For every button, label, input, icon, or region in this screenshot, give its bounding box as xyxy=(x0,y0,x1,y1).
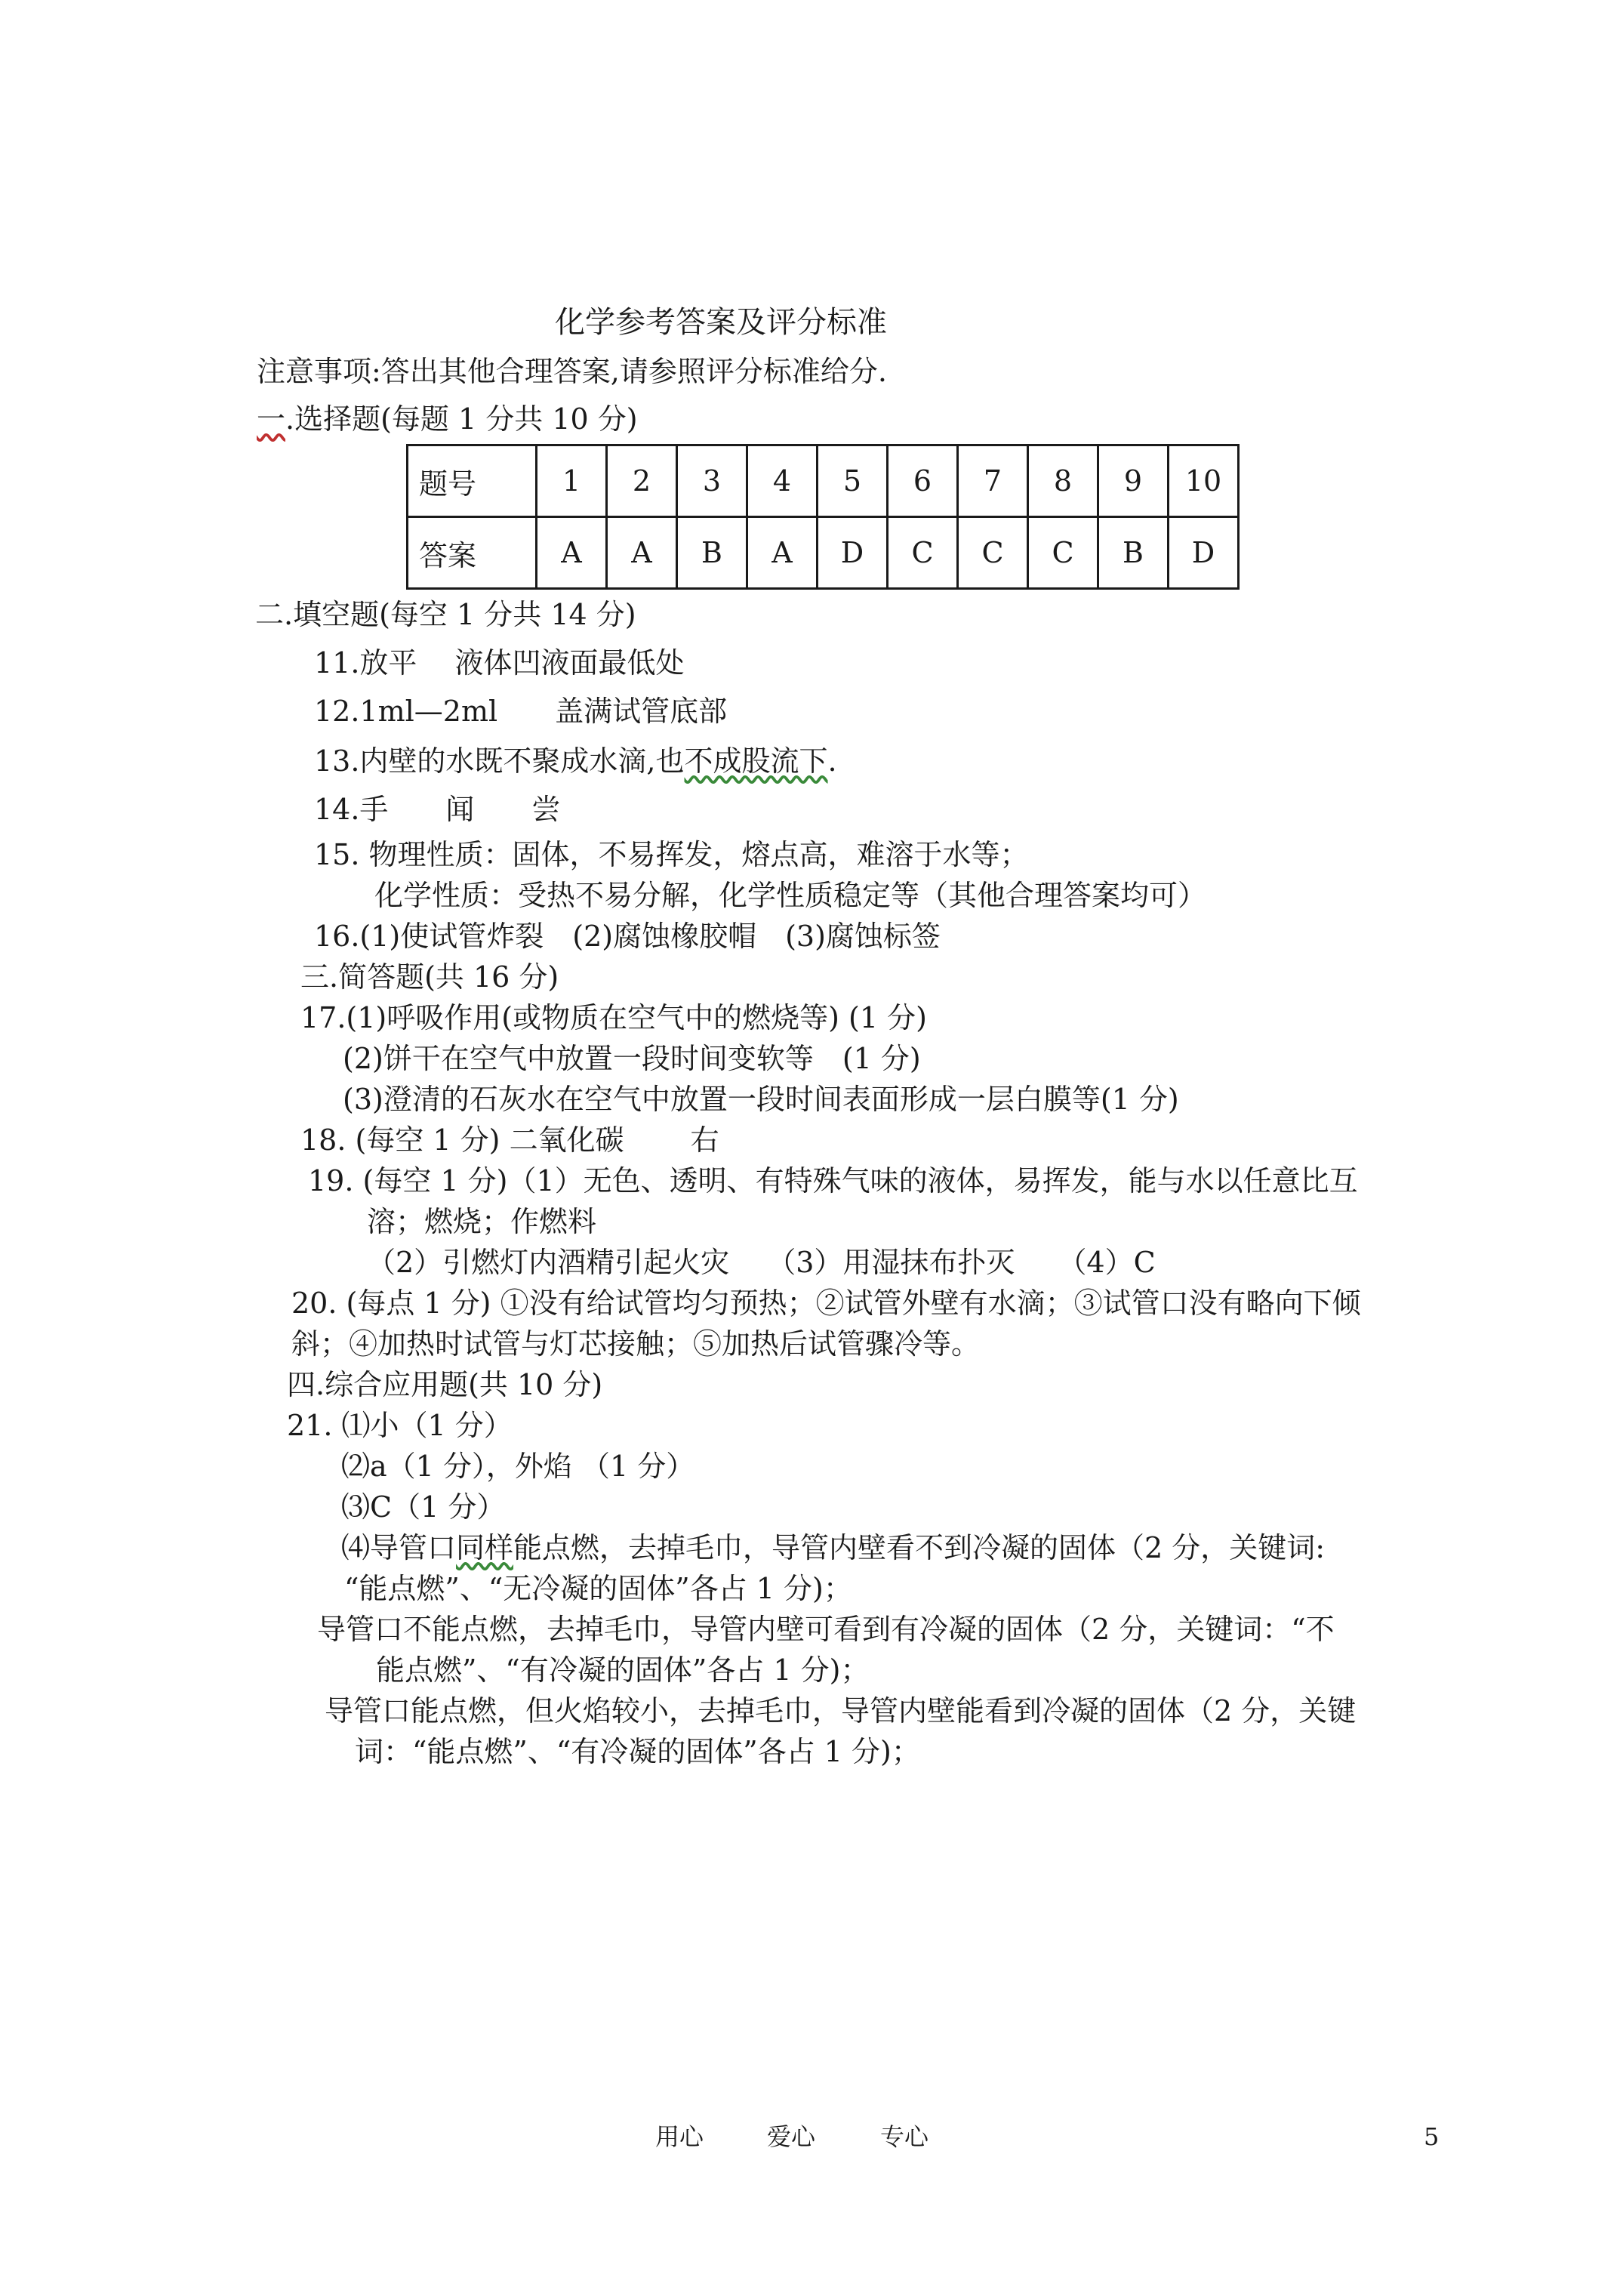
answer-q21-2: ⑵a（1 分），外焰 （1 分） xyxy=(341,1450,695,1483)
answer-q17-2: (2)饼干在空气中放置一段时间变软等 (1 分) xyxy=(343,1042,921,1075)
section1-heading-text: .选择题(每题 1 分共 10 分) xyxy=(285,402,638,436)
answer-q18: 18. (每空 1 分) 二氧化碳 右 xyxy=(300,1123,719,1157)
table-cell: D xyxy=(818,517,888,589)
section1-heading-prefix: 一 xyxy=(257,402,286,436)
table-cell: C xyxy=(1028,517,1098,589)
section2-heading: 二.填空题(每空 1 分共 14 分) xyxy=(255,598,636,631)
answer-q13-text: 13.内壁的水既不聚成水滴,也 xyxy=(314,744,685,778)
table-cell: 9 xyxy=(1098,445,1169,517)
answer-q21-4-line1 xyxy=(341,1530,1325,1566)
answer-q21-4-line6: 词：“能点燃”、“有冷凝的固体”各占 1 分)； xyxy=(355,1735,920,1768)
answer-q21-4-post: 能点燃，去掉毛巾，导管内壁看不到冷凝的固体（2 分，关键词: xyxy=(513,1531,1326,1564)
answer-q17-1: 17.(1)呼吸作用(或物质在空气中的燃烧等) (1 分) xyxy=(300,1001,927,1034)
notice-text: 注意事项:答出其他合理答案,请参照评分标准给分. xyxy=(257,355,887,388)
table-cell: B xyxy=(1098,517,1169,589)
answer-q11: 11.放平 液体凹液面最低处 xyxy=(314,646,685,680)
table-cell: A xyxy=(537,517,607,589)
answer-q20-line2: 斜；④加热时试管与灯芯接触；⑤加热后试管骤冷等。 xyxy=(291,1327,981,1361)
table-cell: A xyxy=(607,517,677,589)
table-cell: 7 xyxy=(958,445,1028,517)
answer-q21-4-line4: 能点燃”、“有冷凝的固体”各占 1 分)； xyxy=(376,1653,870,1687)
answer-q19-line2: 溶；燃烧；作燃料 xyxy=(367,1205,597,1238)
answer-q16: 16.(1)使试管炸裂 (2)腐蚀橡胶帽 (3)腐蚀标签 xyxy=(314,920,941,953)
section3-heading: 三.简答题(共 16 分) xyxy=(300,960,559,994)
table-cell: D xyxy=(1169,517,1239,589)
footer-motto-2: 爱心 xyxy=(767,2122,816,2151)
answer-q20-line1: 20. (每点 1 分) ①没有给试管均匀预热；②试管外壁有水滴；③试管口没有略向下倾 xyxy=(291,1287,1361,1320)
answer-q14: 14.手 闻 尝 xyxy=(314,793,561,826)
footer-motto-3: 专心 xyxy=(880,2122,929,2151)
table-row-numbers xyxy=(408,445,1239,517)
answer-q19-line1: 19. (每空 1 分)（1）无色、透明、有特殊气味的液体，易挥发，能与水以任意比互 xyxy=(308,1164,1358,1197)
table-cell: 10 xyxy=(1169,445,1239,517)
table-cell: B xyxy=(677,517,747,589)
table-cell: 1 xyxy=(537,445,607,517)
section4-heading: 四.综合应用题(共 10 分) xyxy=(287,1368,603,1401)
row-label-number: 题号 xyxy=(408,445,537,517)
row-label-answer: 答案 xyxy=(408,517,537,589)
answer-q21-4-pre: ⑷导管口 xyxy=(341,1531,457,1564)
table-cell: C xyxy=(888,517,958,589)
table-cell: 8 xyxy=(1028,445,1098,517)
notice-line xyxy=(257,353,887,390)
page-number: 5 xyxy=(1424,2122,1440,2151)
answer-q12: 12.1ml—2ml 盖满试管底部 xyxy=(314,695,728,728)
answer-table xyxy=(406,444,1240,590)
table-cell: 4 xyxy=(747,445,818,517)
table-cell: C xyxy=(958,517,1028,589)
answer-q19-line3: （2）引燃灯内酒精引起火灾 （3）用湿抹布扑灭 （4）C xyxy=(367,1246,1156,1279)
answer-q15-chemical: 化学性质：受热不易分解，化学性质稳定等（其他合理答案均可） xyxy=(374,879,1207,912)
table-cell: 6 xyxy=(888,445,958,517)
table-row-answers xyxy=(408,517,1239,589)
answer-q15-physical: 15. 物理性质：固体，不易挥发，熔点高，难溶于水等； xyxy=(314,838,1029,871)
table-cell: 5 xyxy=(818,445,888,517)
answer-q21-3: ⑶C（1 分） xyxy=(341,1490,506,1524)
section1-heading xyxy=(257,401,638,437)
table-cell: 3 xyxy=(677,445,747,517)
answer-q13-underlined: 不成股流下 xyxy=(684,744,828,778)
answer-q21-4-line3: 导管口不能点燃，去掉毛巾，导管内壁可看到有冷凝的固体（2 分，关键词：“不 xyxy=(317,1613,1335,1646)
table-cell: 2 xyxy=(607,445,677,517)
answer-q21-4-line2: “能点燃”、“无冷凝的固体”各占 1 分)； xyxy=(344,1572,852,1605)
answer-q21-1: 21. ⑴小（1 分） xyxy=(287,1409,513,1442)
answer-q21-4-underlined: 同样 xyxy=(456,1531,514,1564)
page-title: 化学参考答案及评分标准 xyxy=(555,305,887,340)
table-cell: A xyxy=(747,517,818,589)
footer-motto-1: 用心 xyxy=(655,2122,704,2151)
answer-q13 xyxy=(314,743,837,779)
answer-q13-period: . xyxy=(827,744,837,778)
answer-q17-3: (3)澄清的石灰水在空气中放置一段时间表面形成一层白膜等(1 分) xyxy=(343,1083,1179,1116)
answer-q21-4-line5: 导管口能点燃，但火焰较小，去掉毛巾，导管内壁能看到冷凝的固体（2 分，关键 xyxy=(325,1694,1357,1727)
